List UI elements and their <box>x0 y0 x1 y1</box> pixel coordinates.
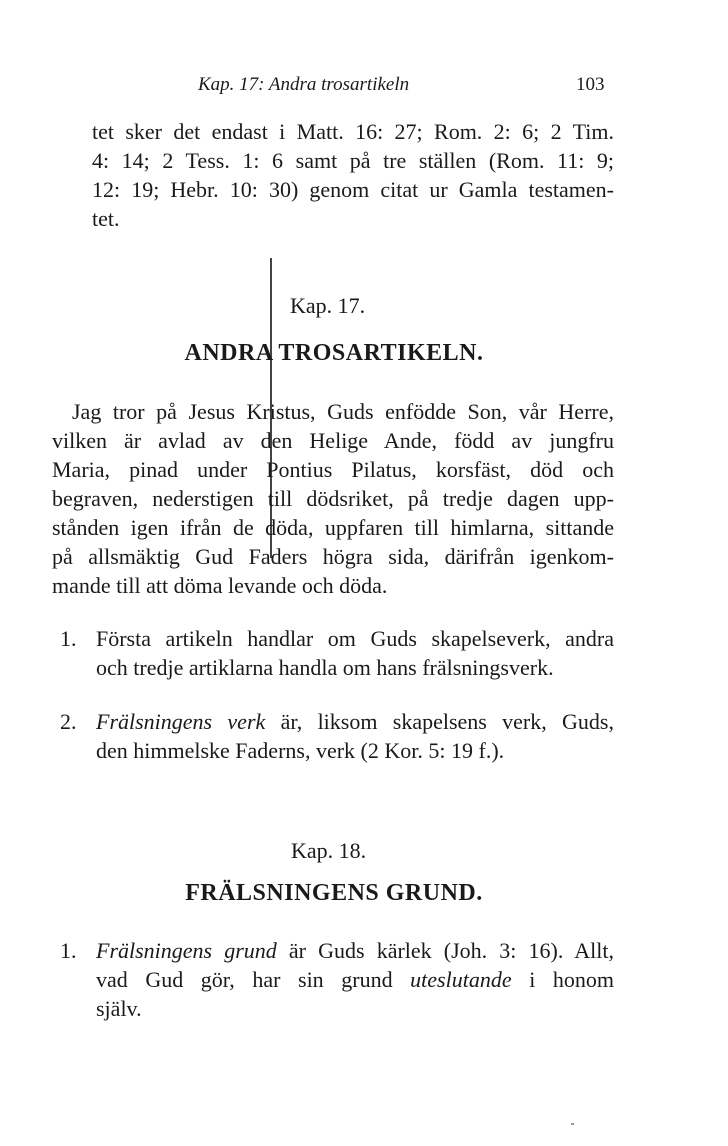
point-text <box>96 936 614 965</box>
emphasis: uteslutande <box>410 967 512 992</box>
point-text: och tredje artiklarna handla om hans frälsningsverk. <box>96 655 554 680</box>
running-title: Kap. 17: Andra trosartikeln <box>198 74 410 95</box>
creed-line: begraven, nederstigen till dödsriket, på tredje dagen upp- <box>52 486 614 511</box>
chapter-18-heading: FRÄLSNINGENS GRUND. <box>185 880 483 906</box>
intro-line: tet sker det endast i Matt. 16: 27; Rom. 2: 6; 2 Tim. <box>92 119 614 144</box>
point-number: 1. <box>60 626 77 651</box>
chapter-17-label: Kap. 17. <box>290 293 366 318</box>
page-number: 103 <box>576 74 605 95</box>
point-text-part: i honom <box>511 967 614 992</box>
point-number: 2. <box>60 709 77 734</box>
intro-line: 4: 14; 2 Tess. 1: 6 samt på tre ställen (Rom. 11: 9; <box>92 148 614 173</box>
point-text <box>96 965 614 994</box>
point-text <box>96 707 614 736</box>
creed-line: Jag tror på Jesus Kristus, Guds enfödde Son, vår Herre, <box>72 399 614 424</box>
point-text-part: vad Gud gör, har sin grund <box>96 967 411 992</box>
creed-line: mande till att döma levande och döda. <box>52 573 388 598</box>
chapter-18-label: Kap. 18. <box>291 838 367 863</box>
creed-line: stånden igen ifrån de döda, uppfaren till himlarna, sittande <box>52 515 614 540</box>
point-term: Frälsningens grund <box>96 938 277 963</box>
creed-line: Maria, pinad under Pontius Pilatus, korsfäst, död och <box>52 457 614 482</box>
point-number: 1. <box>60 938 77 963</box>
point-text: Första artikeln handlar om Guds skapelseverk, andra <box>96 626 614 651</box>
point-text-rest: är Guds kärlek (Joh. 3: 16). Allt, <box>276 938 614 963</box>
creed-line: vilken är avlad av den Helige Ande, född av jungfru <box>52 428 614 453</box>
point-term: Frälsningens verk <box>96 709 266 734</box>
intro-line: tet. <box>92 206 120 231</box>
scan-speck <box>571 1123 574 1125</box>
intro-line: 12: 19; Hebr. 10: 30) genom citat ur Gamla testamen- <box>92 177 614 202</box>
point-text: den himmelske Faderns, verk (2 Kor. 5: 19 f.). <box>96 738 505 763</box>
creed-line: på allsmäktig Gud Faders högra sida, därifrån igenkom- <box>52 544 614 569</box>
point-text-rest: är, liksom skapelsens verk, Guds, <box>265 709 614 734</box>
chapter-17-heading: ANDRA TROSARTIKELN. <box>184 340 484 366</box>
point-text: själv. <box>96 996 142 1021</box>
